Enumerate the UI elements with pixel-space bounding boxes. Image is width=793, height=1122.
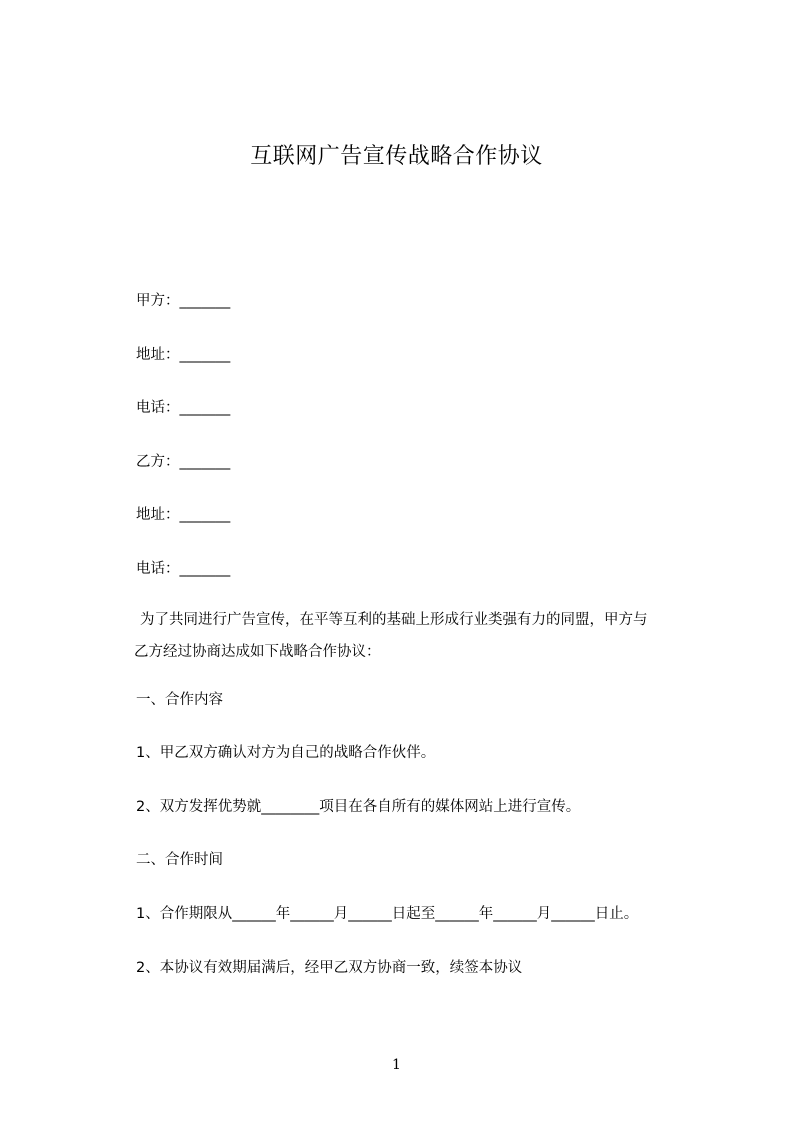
intro-paragraph — [136, 604, 706, 668]
section-1-item-1: 1、甲乙双方确认对方为自己的战略合作伙伴。 — [136, 745, 436, 761]
section-2-heading: 二、合作时间 — [136, 852, 223, 868]
document-title: 互联网广告宣传战略合作协议 — [250, 144, 543, 169]
section-1-item-2: 2、双方发挥优势就________项目在各自所有的媒体网站上进行宣传。 — [136, 799, 581, 815]
party-b-address-line: 地址：_______ — [136, 507, 231, 523]
party-a-address-line: 地址：_______ — [136, 347, 231, 363]
intro-line-1: 为了共同进行广告宣传，在平等互利的基础上形成行业类强有力的同盟，甲方与 — [140, 612, 648, 628]
page-number: 1 — [392, 1057, 401, 1073]
party-b-phone-line: 电话：_______ — [136, 561, 231, 577]
intro-line-2: 乙方经过协商达成如下战略合作协议： — [134, 644, 381, 660]
party-b-name-line: 乙方：_______ — [136, 454, 231, 470]
section-2-item-2: 2、本协议有效期届满后，经甲乙双方协商一致，续签本协议 — [136, 960, 523, 976]
section-1-heading: 一、合作内容 — [136, 692, 223, 708]
party-a-name-line: 甲方：_______ — [136, 293, 231, 309]
section-2-item-1: 1、合作期限从______年______月______日起至______年______月______日止。 — [136, 906, 639, 922]
party-a-phone-line: 电话：_______ — [136, 400, 231, 416]
